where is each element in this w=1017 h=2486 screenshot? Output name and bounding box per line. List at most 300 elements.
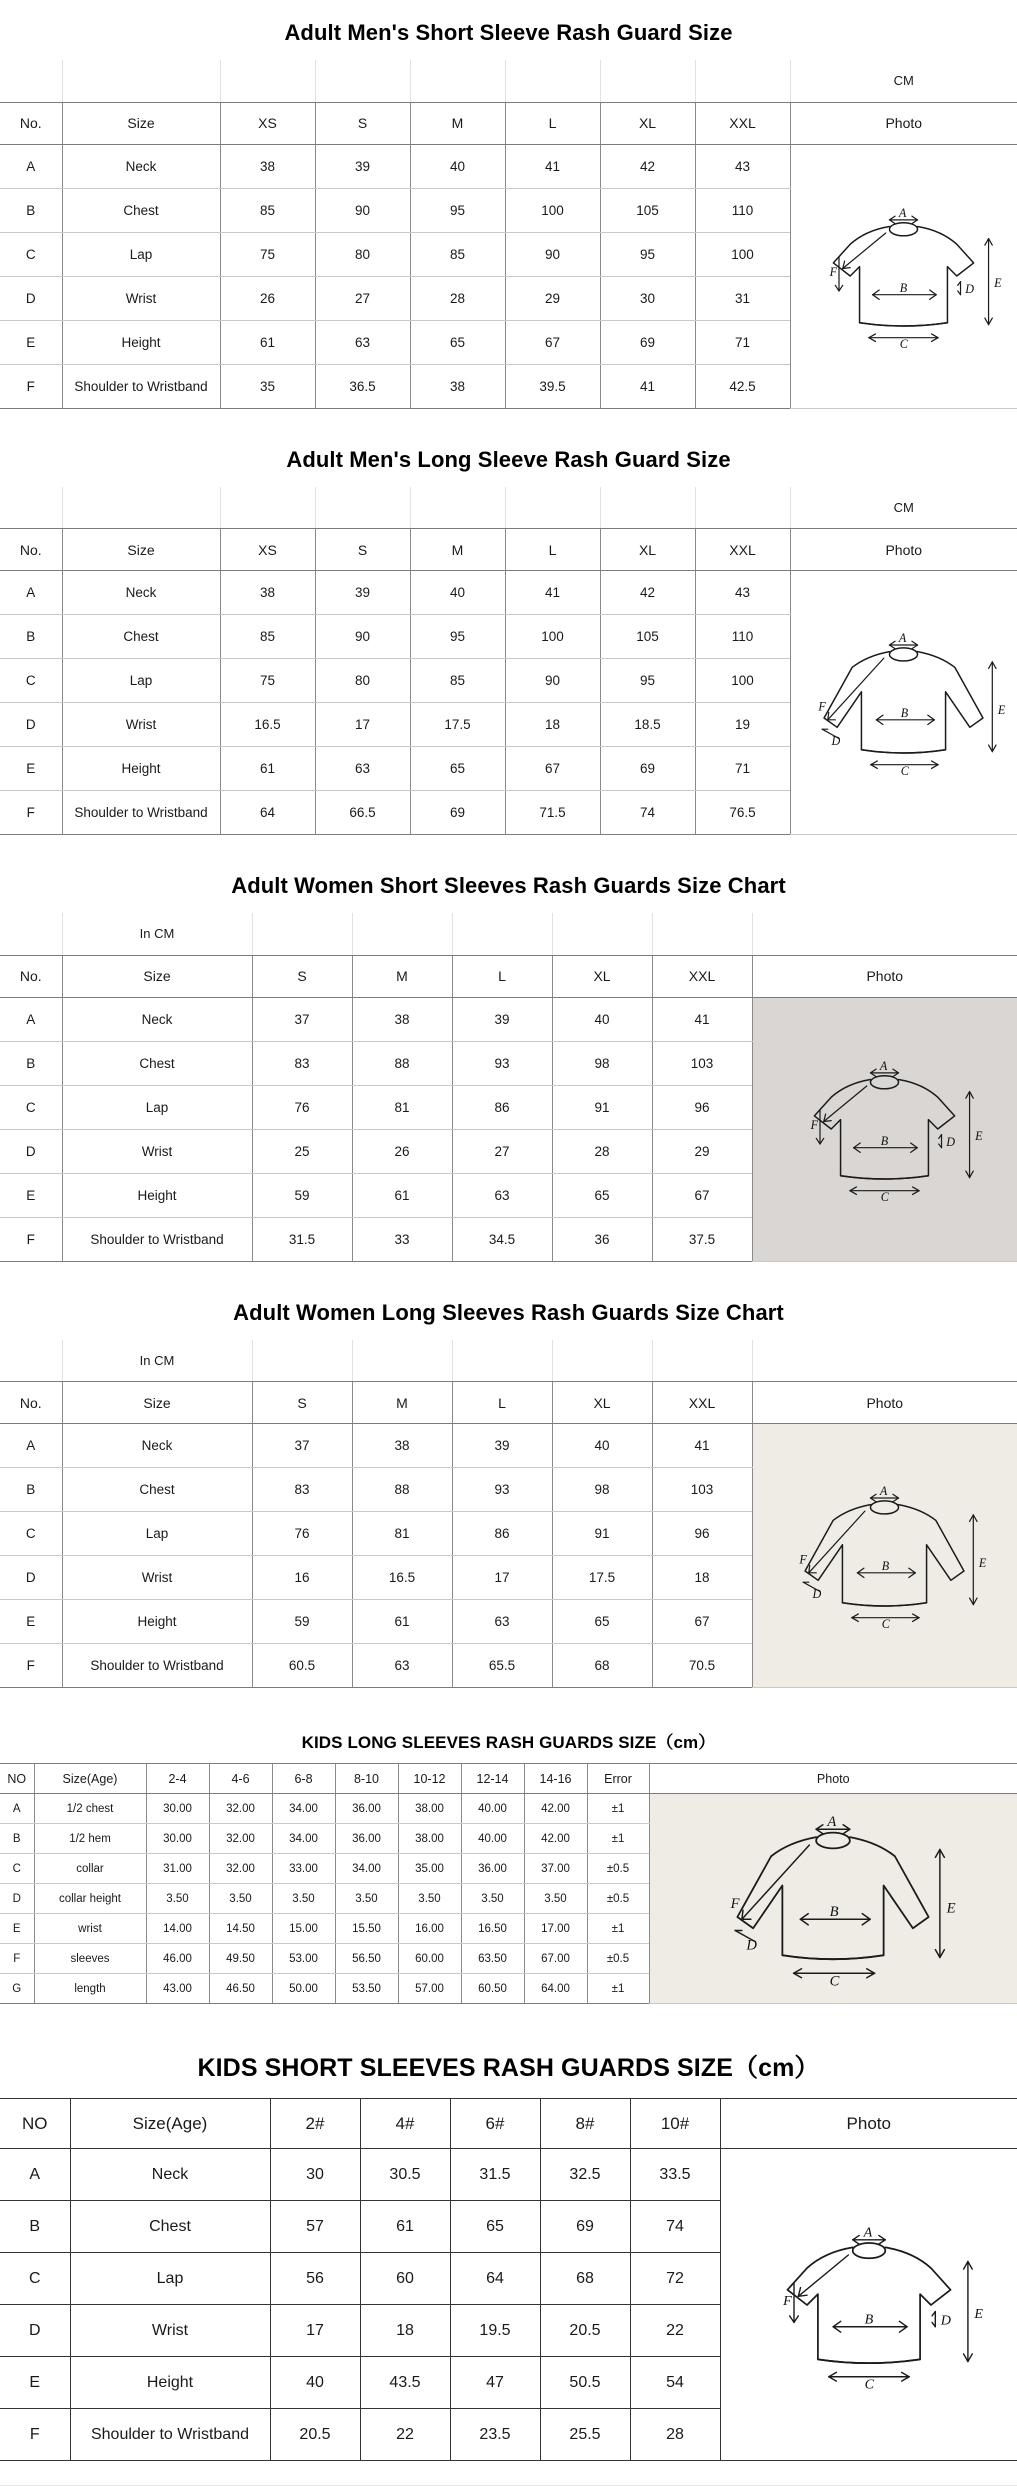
row-measurement-label: Neck	[62, 997, 252, 1041]
unit-row-spacer	[220, 60, 315, 102]
column-header-error: Error	[587, 1764, 649, 1794]
column-header-s: S	[252, 955, 352, 997]
unit-label: CM	[790, 487, 1017, 529]
unit-row-spacer	[600, 60, 695, 102]
unit-row-spacer	[352, 1340, 452, 1382]
table-row	[0, 997, 1017, 1041]
measurement-value: 41	[505, 144, 600, 188]
svg-text:A: A	[827, 1813, 837, 1830]
measurement-value: 98	[552, 1468, 652, 1512]
measurement-value: 85	[220, 615, 315, 659]
row-no: G	[0, 1974, 34, 2004]
row-no: D	[0, 2305, 70, 2357]
section-adult-women-short	[0, 853, 1017, 1280]
measurement-value: 32.00	[209, 1854, 272, 1884]
column-header-l: L	[505, 529, 600, 571]
measurement-value: 37.00	[524, 1854, 587, 1884]
measurement-value: 69	[600, 320, 695, 364]
row-measurement-label: Neck	[62, 571, 220, 615]
photo-cell	[752, 1424, 1017, 1688]
measurement-value: 17	[452, 1556, 552, 1600]
column-header-photo: Photo	[790, 529, 1017, 571]
unit-row-spacer	[410, 487, 505, 529]
measurement-value: 60.5	[252, 1644, 352, 1688]
measurement-value: 27	[315, 276, 410, 320]
measurement-value: 38	[352, 1424, 452, 1468]
garment-sketch-short-sleeve	[777, 1054, 992, 1204]
measurement-value: 83	[252, 1041, 352, 1085]
column-header-photo: Photo	[752, 1382, 1017, 1424]
unit-row-spacer	[552, 913, 652, 955]
column-header-photo: Photo	[720, 2099, 1017, 2149]
table-row	[0, 144, 1017, 188]
photo-cell	[720, 2149, 1017, 2461]
row-measurement-label: Neck	[62, 1424, 252, 1468]
unit-row-spacer	[252, 913, 352, 955]
row-measurement-label: 1/2 chest	[34, 1794, 146, 1824]
svg-text:D: D	[746, 1937, 758, 1954]
column-header-s: S	[315, 529, 410, 571]
measurement-value: 31	[695, 276, 790, 320]
measurement-value: 80	[315, 659, 410, 703]
garment-sketch-short-sleeve	[744, 2185, 994, 2425]
unit-row-spacer	[0, 487, 62, 529]
column-header-xl: XL	[600, 102, 695, 144]
svg-text:E: E	[979, 1555, 987, 1570]
section-title: KIDS SHORT SLEEVES RASH GUARDS SIZE（cm）	[197, 2054, 820, 2082]
unit-row-spacer	[220, 487, 315, 529]
measurement-value: 65	[552, 1600, 652, 1644]
unit-row-spacer	[695, 60, 790, 102]
size-table-adult-women-short	[0, 913, 1017, 1262]
measurement-value: 95	[410, 188, 505, 232]
svg-text:C: C	[881, 1189, 890, 1204]
column-header-xxl: XXL	[695, 529, 790, 571]
measurement-value: 63	[315, 747, 410, 791]
measurement-value: 32.00	[209, 1824, 272, 1854]
measurement-value: 17.5	[410, 703, 505, 747]
measurement-value: 110	[695, 615, 790, 659]
column-header-photo: Photo	[752, 955, 1017, 997]
svg-text:F: F	[829, 265, 838, 279]
column-header-l: L	[452, 955, 552, 997]
measurement-value: 40	[552, 997, 652, 1041]
column-header-m: M	[410, 102, 505, 144]
measurement-value: 100	[695, 232, 790, 276]
unit-row-spacer	[652, 913, 752, 955]
measurement-value: 26	[220, 276, 315, 320]
row-measurement-label: Height	[62, 320, 220, 364]
measurement-value: 28	[630, 2409, 720, 2461]
svg-text:D: D	[965, 281, 975, 296]
svg-text:F: F	[810, 1118, 819, 1132]
measurement-value: 40	[410, 571, 505, 615]
section-spacer	[0, 2461, 1017, 2479]
row-no: C	[0, 2253, 70, 2305]
section-adult-women-long	[0, 1280, 1017, 1707]
size-table-kids-long	[0, 1763, 1017, 2004]
measurement-value: 67.00	[524, 1944, 587, 1974]
measurement-value: 56	[270, 2253, 360, 2305]
svg-text:F: F	[730, 1895, 740, 1912]
measurement-value: 37	[252, 997, 352, 1041]
measurement-value: 39	[452, 1424, 552, 1468]
column-header-xs: XS	[220, 102, 315, 144]
measurement-value: 17	[315, 703, 410, 747]
unit-label: CM	[790, 60, 1017, 102]
measurement-value: 28	[410, 276, 505, 320]
measurement-value: 16.5	[352, 1556, 452, 1600]
unit-row-spacer	[752, 913, 1017, 955]
svg-text:F: F	[818, 698, 827, 713]
column-header-l: L	[505, 102, 600, 144]
row-no: C	[0, 1085, 62, 1129]
svg-text:E: E	[975, 1129, 983, 1144]
row-measurement-label: Shoulder to Wristband	[70, 2409, 270, 2461]
row-no: D	[0, 703, 62, 747]
measurement-value: 56.50	[335, 1944, 398, 1974]
unit-row-spacer	[0, 1340, 62, 1382]
row-measurement-label: 1/2 hem	[34, 1824, 146, 1854]
measurement-value: 66.5	[315, 791, 410, 835]
column-header-l: L	[452, 1382, 552, 1424]
size-table-adult-men-long	[0, 487, 1017, 836]
column-header-xs: XS	[220, 529, 315, 571]
section-spacer	[0, 1688, 1017, 1706]
row-measurement-label: Wrist	[62, 1129, 252, 1173]
row-measurement-label: collar	[34, 1854, 146, 1884]
measurement-value: 40.00	[461, 1794, 524, 1824]
measurement-value: 65	[552, 1173, 652, 1217]
svg-text:E: E	[994, 276, 1002, 291]
measurement-value: 46.50	[209, 1974, 272, 2004]
unit-row-spacer	[315, 487, 410, 529]
measurement-value: 67	[652, 1173, 752, 1217]
row-no: A	[0, 1794, 34, 1824]
row-measurement-label: Height	[70, 2357, 270, 2409]
measurement-value: 59	[252, 1173, 352, 1217]
garment-diagram	[791, 145, 1017, 408]
measurement-value: 41	[652, 1424, 752, 1468]
svg-text:D: D	[940, 2312, 951, 2329]
measurement-value: 30.5	[360, 2149, 450, 2201]
measurement-value: 22	[630, 2305, 720, 2357]
measurement-value: 29	[505, 276, 600, 320]
row-measurement-label: wrist	[34, 1914, 146, 1944]
measurement-value: 105	[600, 188, 695, 232]
svg-text:F: F	[782, 2292, 792, 2309]
row-measurement-label: Chest	[70, 2201, 270, 2253]
svg-text:C: C	[829, 1973, 840, 1989]
measurement-value: 18	[505, 703, 600, 747]
column-header-10-12: 10-12	[398, 1764, 461, 1794]
error-tolerance: ±0.5	[587, 1944, 649, 1974]
measurement-value: 19	[695, 703, 790, 747]
section-adult-men-long	[0, 427, 1017, 854]
column-header-xl: XL	[600, 529, 695, 571]
measurement-value: 30	[600, 276, 695, 320]
row-measurement-label: collar height	[34, 1884, 146, 1914]
measurement-value: 64	[450, 2253, 540, 2305]
measurement-value: 17	[270, 2305, 360, 2357]
measurement-value: 30.00	[146, 1824, 209, 1854]
column-header-4: 4#	[360, 2099, 450, 2149]
measurement-value: 61	[352, 1173, 452, 1217]
measurement-value: 38	[220, 144, 315, 188]
measurement-value: 59	[252, 1600, 352, 1644]
measurement-value: 43	[695, 144, 790, 188]
row-measurement-label: Chest	[62, 1041, 252, 1085]
measurement-value: 61	[352, 1600, 452, 1644]
row-measurement-label: Neck	[62, 144, 220, 188]
column-header-s: S	[252, 1382, 352, 1424]
unit-label: In CM	[62, 1340, 252, 1382]
svg-text:D: D	[831, 733, 841, 748]
row-measurement-label: Height	[62, 1600, 252, 1644]
measurement-value: 29	[652, 1129, 752, 1173]
measurement-value: 76	[252, 1085, 352, 1129]
section-title: Adult Women Short Sleeves Rash Guards Size Chart	[231, 873, 786, 898]
column-header-xxl: XXL	[652, 1382, 752, 1424]
measurement-value: 43.00	[146, 1974, 209, 2004]
row-no: C	[0, 659, 62, 703]
measurement-value: 3.50	[398, 1884, 461, 1914]
measurement-value: 22	[360, 2409, 450, 2461]
measurement-value: 60.00	[398, 1944, 461, 1974]
column-header-no: No.	[0, 955, 62, 997]
measurement-value: 37.5	[652, 1217, 752, 1261]
measurement-value: 16.00	[398, 1914, 461, 1944]
svg-text:F: F	[799, 1551, 808, 1566]
svg-text:B: B	[881, 1558, 890, 1573]
column-header-14-16: 14-16	[524, 1764, 587, 1794]
measurement-value: 88	[352, 1041, 452, 1085]
measurement-value: 67	[652, 1600, 752, 1644]
column-header-4-6: 4-6	[209, 1764, 272, 1794]
table-row	[0, 2149, 1017, 2201]
measurement-value: 90	[505, 232, 600, 276]
row-no: F	[0, 791, 62, 835]
row-measurement-label: Chest	[62, 615, 220, 659]
unit-row-spacer	[252, 1340, 352, 1382]
measurement-value: 100	[695, 659, 790, 703]
measurement-value: 103	[652, 1468, 752, 1512]
svg-text:A: A	[880, 1059, 888, 1074]
measurement-value: 31.00	[146, 1854, 209, 1884]
measurement-value: 37	[252, 1424, 352, 1468]
measurement-value: 60	[360, 2253, 450, 2305]
svg-text:C: C	[900, 336, 909, 351]
row-measurement-label: Shoulder to Wristband	[62, 1217, 252, 1261]
measurement-value: 75	[220, 659, 315, 703]
size-table-adult-men-short	[0, 60, 1017, 409]
row-measurement-label: Lap	[62, 659, 220, 703]
column-header-8: 8#	[540, 2099, 630, 2149]
measurement-value: 80	[315, 232, 410, 276]
unit-row-spacer	[552, 1340, 652, 1382]
row-measurement-label: Lap	[62, 232, 220, 276]
column-header-m: M	[352, 1382, 452, 1424]
measurement-value: 42.00	[524, 1794, 587, 1824]
garment-sketch-long-sleeve	[683, 1809, 983, 1989]
measurement-value: 63.50	[461, 1944, 524, 1974]
row-no: D	[0, 276, 62, 320]
measurement-value: 27	[452, 1129, 552, 1173]
svg-text:C: C	[864, 2376, 874, 2393]
measurement-value: 15.50	[335, 1914, 398, 1944]
row-measurement-label: Neck	[70, 2149, 270, 2201]
svg-text:E: E	[946, 1900, 956, 1916]
measurement-value: 72	[630, 2253, 720, 2305]
measurement-value: 3.50	[524, 1884, 587, 1914]
column-header-photo: Photo	[649, 1764, 1017, 1794]
row-no: F	[0, 2409, 70, 2461]
measurement-value: 50.5	[540, 2357, 630, 2409]
measurement-value: 57	[270, 2201, 360, 2253]
row-measurement-label: Height	[62, 1173, 252, 1217]
unit-label: In CM	[62, 913, 252, 955]
measurement-value: 42.00	[524, 1824, 587, 1854]
unit-row-spacer	[452, 913, 552, 955]
measurement-value: 74	[600, 791, 695, 835]
measurement-value: 17.00	[524, 1914, 587, 1944]
measurement-value: 26	[352, 1129, 452, 1173]
row-no: D	[0, 1884, 34, 1914]
svg-text:C: C	[881, 1616, 891, 1631]
measurement-value: 30.00	[146, 1794, 209, 1824]
column-header-no: NO	[0, 2099, 70, 2149]
measurement-value: 36.00	[335, 1824, 398, 1854]
measurement-value: 95	[600, 232, 695, 276]
svg-text:B: B	[900, 280, 908, 295]
column-header-photo: Photo	[790, 102, 1017, 144]
row-measurement-label: sleeves	[34, 1944, 146, 1974]
measurement-value: 64.00	[524, 1974, 587, 2004]
error-tolerance: ±1	[587, 1974, 649, 2004]
measurement-value: 81	[352, 1085, 452, 1129]
row-no: A	[0, 1424, 62, 1468]
measurement-value: 40	[270, 2357, 360, 2409]
table-row	[0, 571, 1017, 615]
svg-text:A: A	[899, 630, 907, 645]
measurement-value: 32.5	[540, 2149, 630, 2201]
measurement-value: 31.5	[252, 1217, 352, 1261]
row-no: E	[0, 747, 62, 791]
garment-diagram	[650, 1794, 1017, 2003]
row-measurement-label: Height	[62, 747, 220, 791]
measurement-value: 34.00	[335, 1854, 398, 1884]
measurement-value: 95	[410, 615, 505, 659]
error-tolerance: ±1	[587, 1914, 649, 1944]
measurement-value: 63	[315, 320, 410, 364]
unit-row-spacer	[452, 1340, 552, 1382]
column-header-no: NO	[0, 1764, 34, 1794]
row-no: F	[0, 364, 62, 408]
measurement-value: 16.5	[220, 703, 315, 747]
row-no: E	[0, 1914, 34, 1944]
column-header-size-age: Size(Age)	[34, 1764, 146, 1794]
measurement-value: 71	[695, 747, 790, 791]
svg-text:E: E	[998, 702, 1006, 717]
column-header-xxl: XXL	[695, 102, 790, 144]
row-no: A	[0, 997, 62, 1041]
measurement-value: 41	[505, 571, 600, 615]
column-header-size: Size	[62, 955, 252, 997]
measurement-value: 39	[315, 144, 410, 188]
column-header-s: S	[315, 102, 410, 144]
column-header-xl: XL	[552, 1382, 652, 1424]
unit-row-spacer	[505, 487, 600, 529]
measurement-value: 32.00	[209, 1794, 272, 1824]
measurement-value: 63	[452, 1173, 552, 1217]
measurement-value: 18	[360, 2305, 450, 2357]
column-header-m: M	[410, 529, 505, 571]
measurement-value: 49.50	[209, 1944, 272, 1974]
measurement-value: 30	[270, 2149, 360, 2201]
measurement-value: 67	[505, 747, 600, 791]
section-spacer	[0, 1262, 1017, 1280]
measurement-value: 38	[410, 364, 505, 408]
column-header-size: Size	[62, 1382, 252, 1424]
measurement-value: 65	[410, 747, 505, 791]
measurement-value: 90	[315, 188, 410, 232]
section-title: Adult Men's Short Sleeve Rash Guard Size	[284, 20, 733, 45]
measurement-value: 3.50	[461, 1884, 524, 1914]
measurement-value: 40.00	[461, 1824, 524, 1854]
error-tolerance: ±1	[587, 1794, 649, 1824]
measurement-value: 38.00	[398, 1824, 461, 1854]
row-measurement-label: Shoulder to Wristband	[62, 364, 220, 408]
error-tolerance: ±1	[587, 1824, 649, 1854]
measurement-value: 19.5	[450, 2305, 540, 2357]
section-kids-short	[0, 2022, 1017, 2479]
row-measurement-label: Chest	[62, 1468, 252, 1512]
row-no: E	[0, 1173, 62, 1217]
measurement-value: 14.50	[209, 1914, 272, 1944]
measurement-value: 42	[600, 571, 695, 615]
row-no: A	[0, 2149, 70, 2201]
row-no: B	[0, 615, 62, 659]
measurement-value: 3.50	[272, 1884, 335, 1914]
garment-diagram	[791, 571, 1017, 834]
garment-sketch-short-sleeve	[796, 201, 1011, 351]
row-measurement-label: Lap	[62, 1085, 252, 1129]
measurement-value: 61	[220, 320, 315, 364]
measurement-value: 53.00	[272, 1944, 335, 1974]
column-header-6: 6#	[450, 2099, 540, 2149]
measurement-value: 39	[452, 997, 552, 1041]
row-no: B	[0, 1041, 62, 1085]
measurement-value: 14.00	[146, 1914, 209, 1944]
measurement-value: 71	[695, 320, 790, 364]
column-header-2: 2#	[270, 2099, 360, 2149]
column-header-xl: XL	[552, 955, 652, 997]
measurement-value: 3.50	[146, 1884, 209, 1914]
measurement-value: 40	[552, 1424, 652, 1468]
measurement-value: 18.5	[600, 703, 695, 747]
measurement-value: 34.00	[272, 1794, 335, 1824]
garment-diagram	[753, 1424, 1017, 1687]
measurement-value: 103	[652, 1041, 752, 1085]
column-header-no: No.	[0, 529, 62, 571]
unit-row-spacer	[410, 60, 505, 102]
svg-text:B: B	[900, 705, 909, 720]
measurement-value: 57.00	[398, 1974, 461, 2004]
measurement-value: 91	[552, 1085, 652, 1129]
measurement-value: 110	[695, 188, 790, 232]
section-title: Adult Men's Long Sleeve Rash Guard Size	[286, 446, 731, 472]
measurement-value: 76	[252, 1512, 352, 1556]
